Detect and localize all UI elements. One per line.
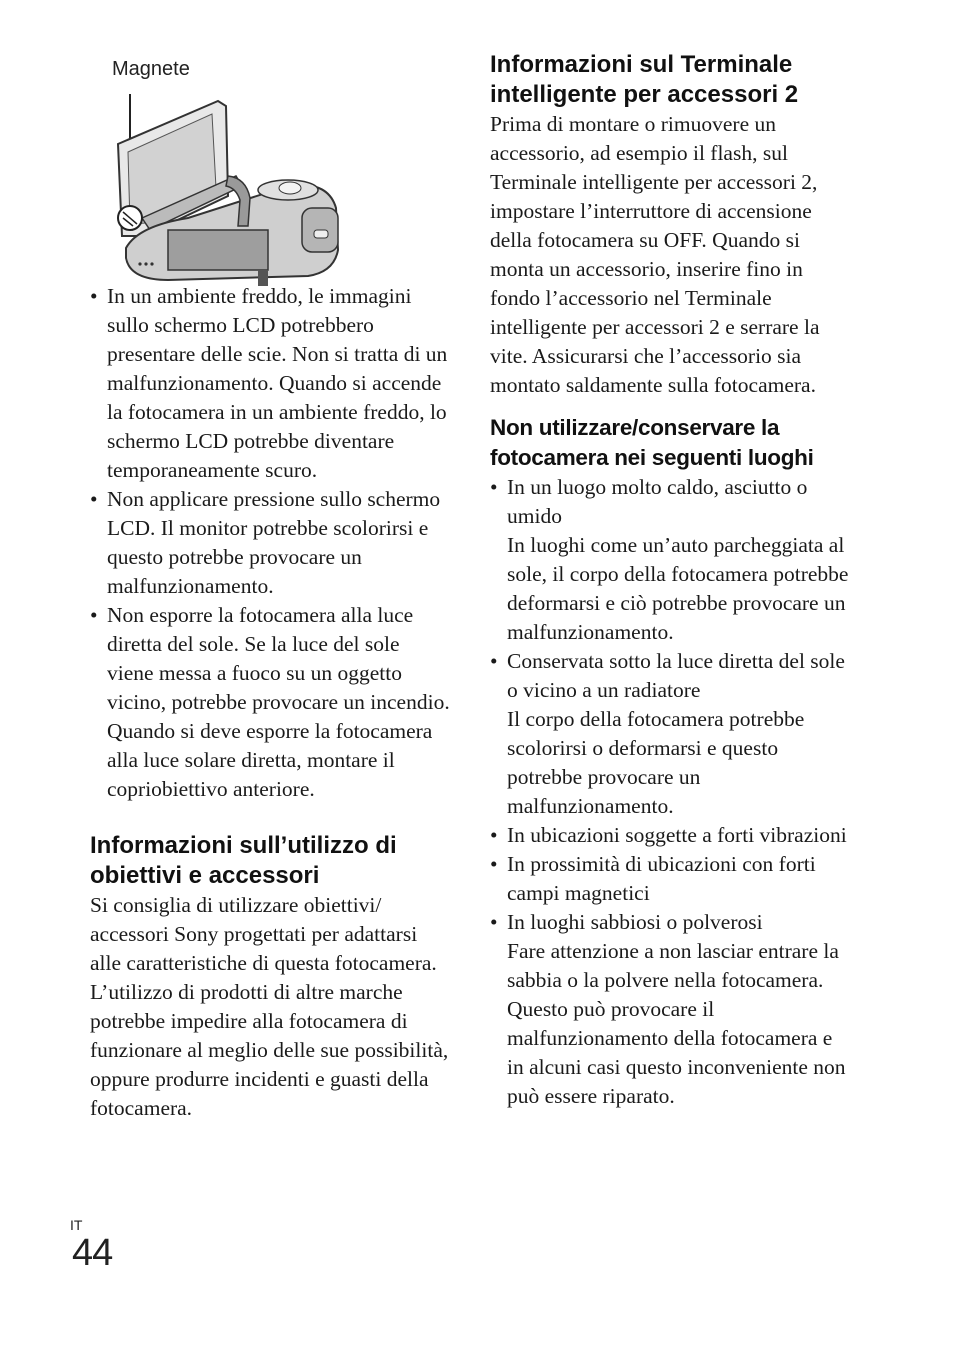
camera-drawing (108, 58, 348, 288)
list-item: • Non esporre la fotocamera alla luce diretta del sole. Se la luce del sole viene messa a fuoco su un oggetto vicino, potrebbe provocare un incendio. Quando si deve esporre la fotocamera alla luce solare diretta, montare il copriobiettivo anteriore. (90, 601, 450, 804)
section-heading-lenses: Informazioni sull’utilizzo di obiettivi e accessori (90, 832, 397, 889)
list-item-title: • In prossimità di ubicazioni con forti campi magnetici (507, 852, 816, 905)
lcd-warnings-list (90, 282, 450, 804)
section-body-lenses: Si consiglia di utilizzare obiettivi/ accessori Sony progettati per adattarsi alle caratteristiche di questa fotocamera. L’utilizzo di prodotti di altre marche potrebbe impedire alla fotocamera di funzionare al meglio delle sue possibilità, oppure produrre incidenti e guasti della fotocamera. (90, 893, 449, 1120)
list-item-title: • In un luogo molto caldo, asciutto o umido (507, 475, 808, 528)
section-heading-terminal: Informazioni sul Terminale intelligente per accessori 2 (490, 51, 799, 108)
section-body-terminal: Prima di montare o rimuovere un accessorio, ad esempio il flash, sul Terminale intelligente per accessori 2, impostare l’interruttore di accensione della fotocamera su OFF. Quando si monta un accessorio, inserire fino in fondo l’accessorio nel Terminale intelligente per accessori 2 e serrare la vite. Assicurarsi che l’accessorio sia montato saldamente sulla fotocamera. (490, 112, 820, 397)
section-heading-storage: Non utilizzare/conservare la fotocamera nei seguenti luoghi (490, 415, 814, 470)
camera-illustration (108, 58, 348, 288)
storage-locations-list (490, 473, 854, 1111)
list-item-title: • Conservata sotto la luce diretta del sole o vicino a un radiatore (507, 649, 845, 702)
list-item-title: • In luoghi sabbiosi o polverosi (507, 910, 763, 934)
language-code: IT (70, 1217, 83, 1233)
magnet-label: Magnete (112, 58, 190, 80)
page-number: 44 (72, 1232, 113, 1274)
list-item (490, 821, 854, 850)
list-item: • Non applicare pressione sullo schermo LCD. Il monitor potrebbe scolorirsi e questo potrebbe provocare un malfunzionamento. (90, 485, 450, 601)
list-item (490, 473, 854, 647)
list-item (490, 647, 854, 821)
list-item-detail: Il corpo della fotocamera potrebbe scolorirsi o deformarsi e questo potrebbe provocare un malfunzionamento. (507, 707, 805, 818)
list-item: • In un ambiente freddo, le immagini sullo schermo LCD potrebbero presentare delle scie. Non si tratta di un malfunzionamento. Quando si accende la fotocamera in un ambiente freddo, lo schermo LCD potrebbe diventare temporaneamente scuro. (90, 282, 450, 485)
list-item (490, 908, 854, 1111)
list-item-detail: Fare attenzione a non lasciar entrare la sabbia o la polvere nella fotocamera. Questo può provocare il malfunzionamento della fotocamera e in alcuni casi questo inconveniente non può essere riparato. (507, 939, 846, 1108)
list-item-title: • In ubicazioni soggette a forti vibrazioni (507, 823, 847, 847)
list-item-detail: In luoghi come un’auto parcheggiata al sole, il corpo della fotocamera potrebbe deformarsi e ciò potrebbe provocare un malfunzionamento. (507, 533, 849, 644)
left-column (90, 282, 450, 1123)
list-item (490, 850, 854, 908)
right-column (490, 50, 854, 1111)
